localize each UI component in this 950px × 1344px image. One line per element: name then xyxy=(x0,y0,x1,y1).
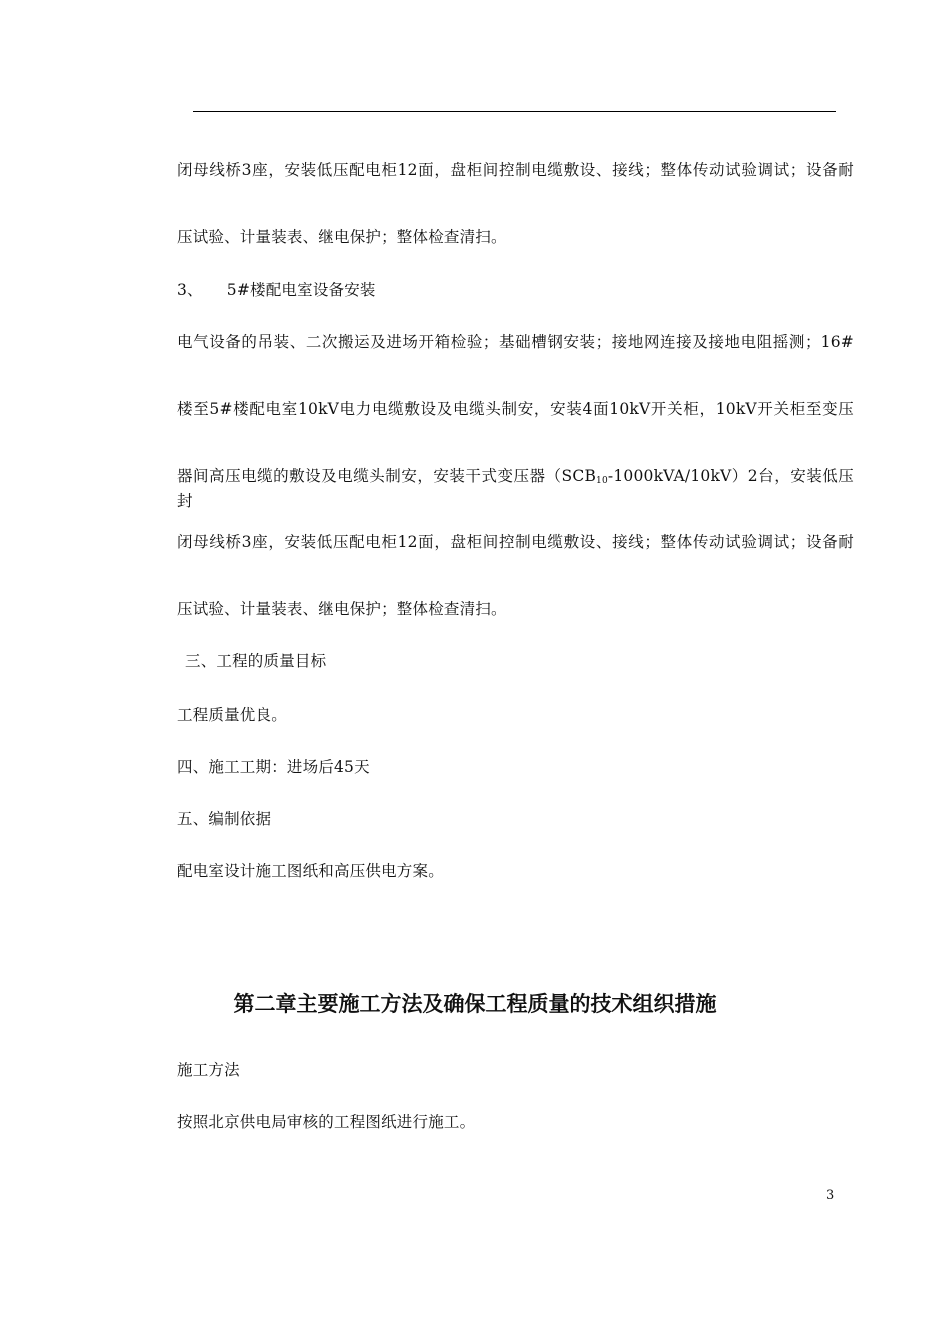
paragraph-line: 闭母线桥3座，安装低压配电柜12面，盘柜间控制电缆敷设、接线；整体传动试验调试；设备耐 xyxy=(177,533,854,551)
list-item-number: 3、 xyxy=(177,281,203,299)
paragraph-line: 楼至5#楼配电室10kV电力电缆敷设及电缆头制安，安装4面10kV开关柜，10kV开关柜至变压 xyxy=(177,400,854,418)
section-heading: 三、工程的质量目标 xyxy=(185,652,327,670)
section-text: 工程质量优良。 xyxy=(177,706,287,724)
page-number: 3 xyxy=(826,1188,835,1203)
paragraph-line xyxy=(177,466,854,511)
text-segment: 器间高压电缆的敷设及电缆头制安，安装干式变压器（SCB xyxy=(177,467,597,485)
paragraph-line: 闭母线桥3座，安装低压配电柜12面，盘柜间控制电缆敷设、接线；整体传动试验调试；设备耐 xyxy=(177,161,854,179)
header-rule xyxy=(193,111,836,112)
section-heading: 五、编制依据 xyxy=(177,810,272,828)
list-item-3 xyxy=(177,280,376,300)
paragraph-line: 压试验、计量装表、继电保护；整体检查清扫。 xyxy=(177,228,507,246)
chapter-text: 按照北京供电局审核的工程图纸进行施工。 xyxy=(177,1113,476,1131)
chapter-title: 第二章主要施工方法及确保工程质量的技术组织措施 xyxy=(233,992,717,1016)
section-heading: 四、施工工期：进场后45天 xyxy=(177,758,370,776)
text-segment: -1000kVA/10kV）2台，安装低压封 xyxy=(177,467,854,510)
list-item-title: 5#楼配电室设备安装 xyxy=(226,281,376,299)
subscript: 10 xyxy=(596,476,608,486)
paragraph-line: 电气设备的吊装、二次搬运及进场开箱检验；基础槽钢安装；接地网连接及接地电阻摇测；16# xyxy=(177,333,854,351)
section-text: 配电室设计施工图纸和高压供电方案。 xyxy=(177,862,444,880)
chapter-subheading: 施工方法 xyxy=(177,1061,240,1079)
paragraph-line: 压试验、计量装表、继电保护；整体检查清扫。 xyxy=(177,600,507,618)
